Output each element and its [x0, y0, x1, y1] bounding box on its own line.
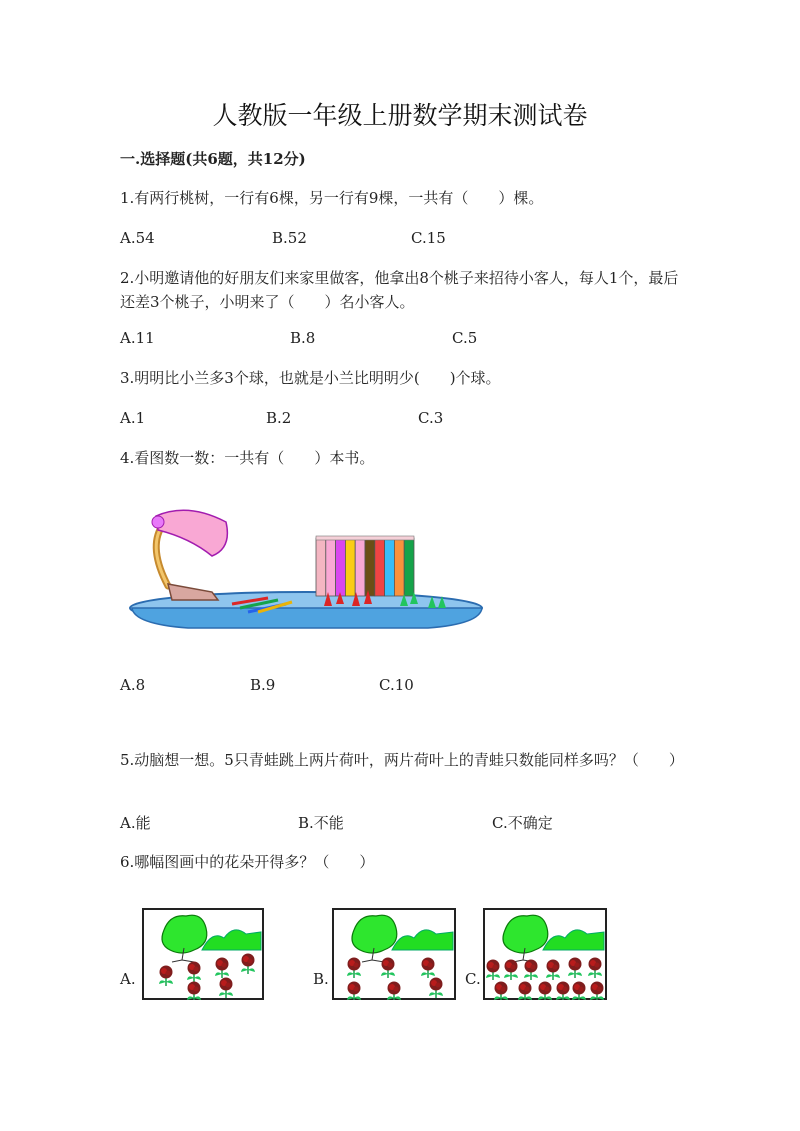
flower: [518, 982, 532, 1001]
question-1: 1.有两行桃树，一行有6棵，另一行有9棵，一共有（ ）棵。: [120, 189, 544, 207]
q3-option-b[interactable]: B.2: [266, 409, 292, 427]
q2-option-b[interactable]: B.8: [290, 329, 316, 347]
book: [385, 538, 395, 596]
book: [336, 538, 346, 596]
flower: [588, 958, 602, 979]
flower: [387, 982, 401, 1001]
flower: [347, 982, 361, 1001]
flower: [538, 982, 552, 1001]
q6-picture-b-label[interactable]: B.: [313, 970, 329, 988]
q5-option-b[interactable]: B.不能: [298, 814, 344, 832]
book: [345, 538, 355, 596]
flower: [568, 958, 582, 979]
flower: [219, 978, 233, 999]
flower: [572, 982, 586, 1001]
book: [316, 538, 326, 596]
q3-option-c[interactable]: C.3: [418, 409, 444, 427]
page-title: 人教版一年级上册数学期末测试卷: [212, 101, 588, 130]
question-6: 6.哪幅图画中的花朵开得多？（ ）: [120, 853, 375, 871]
q2-option-c[interactable]: C.5: [452, 329, 478, 347]
q4-option-b[interactable]: B.9: [250, 676, 276, 694]
q6-picture-a[interactable]: [142, 908, 264, 1000]
flower: [215, 958, 229, 979]
q6-picture-a-label[interactable]: A.: [120, 970, 136, 988]
q6-picture-c-label[interactable]: C.: [465, 970, 481, 988]
book-row: [316, 536, 414, 596]
tree: [352, 915, 397, 953]
flower: [504, 960, 518, 981]
books-on-table-figure: [128, 508, 488, 636]
flower: [421, 958, 435, 979]
q3-option-a[interactable]: A.1: [120, 409, 146, 427]
book: [365, 538, 375, 596]
question-5: 5.动脑想一想。5只青蛙跳上两片荷叶，两片荷叶上的青蛙只数能同样多吗？（ ）: [120, 751, 684, 769]
q1-option-a[interactable]: A.54: [120, 229, 155, 247]
book-tops: [316, 536, 414, 540]
flower: [381, 958, 395, 979]
flower: [347, 958, 361, 979]
question-2: 2.小明邀请他的好朋友们来家里做客，他拿出8个桃子来招待小客人，每人1个，最后还差3个桃子，小明来了（ ）名小客人。: [120, 269, 679, 311]
table-edge: [132, 608, 482, 628]
flower: [187, 962, 201, 983]
q2-option-a[interactable]: A.11: [120, 329, 155, 347]
question-3: 3.明明比小兰多3个球，也就是小兰比明明少( )个球。: [120, 369, 501, 387]
book: [355, 538, 365, 596]
flower: [590, 982, 604, 1001]
book: [375, 538, 385, 596]
section-heading: 一.选择题(共6题，共12分): [120, 150, 306, 168]
question-4: 4.看图数一数：一共有（ ）本书。: [120, 449, 375, 467]
tree: [162, 915, 207, 953]
q6-picture-c[interactable]: [483, 908, 607, 1000]
q1-option-b[interactable]: B.52: [272, 229, 307, 247]
flower: [159, 966, 173, 987]
flower: [556, 982, 570, 1001]
book: [404, 538, 414, 596]
q5-option-c[interactable]: C.不确定: [492, 814, 553, 832]
flower: [241, 954, 255, 975]
flower: [494, 982, 508, 1001]
flower: [546, 960, 560, 981]
q1-option-c[interactable]: C.15: [411, 229, 446, 247]
q4-option-c[interactable]: C.10: [379, 676, 414, 694]
q4-option-a[interactable]: A.8: [120, 676, 146, 694]
q6-picture-b[interactable]: [332, 908, 456, 1000]
tree: [503, 915, 548, 953]
flower: [429, 978, 443, 999]
flower: [524, 960, 538, 981]
flower: [486, 960, 500, 981]
book: [394, 538, 404, 596]
desk-lamp: [152, 510, 227, 600]
flower: [187, 982, 201, 1001]
book: [326, 538, 336, 596]
q5-option-a[interactable]: A.能: [120, 814, 151, 832]
